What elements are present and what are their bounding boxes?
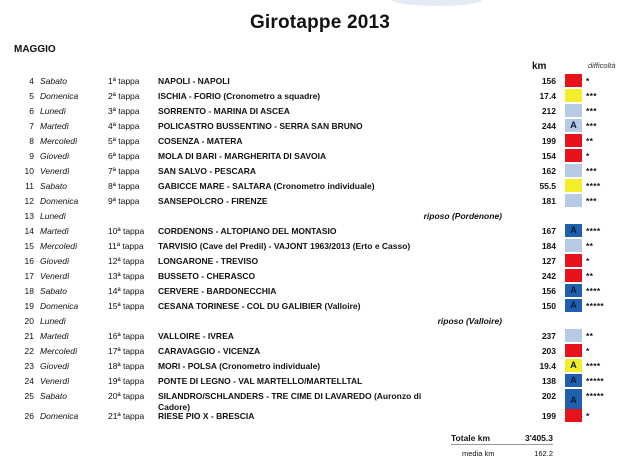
stage-type-marker: A bbox=[565, 359, 582, 372]
stage-row bbox=[0, 409, 640, 423]
stage-row bbox=[0, 149, 640, 163]
difficulty-stars: ***** bbox=[586, 301, 605, 311]
stage-number: 21ª tappa bbox=[108, 411, 145, 421]
stage-type-marker bbox=[565, 344, 582, 357]
stage-type-marker: A bbox=[565, 374, 582, 387]
stage-type-marker bbox=[565, 74, 582, 87]
stage-route: SAN SALVO - PESCARA bbox=[158, 166, 257, 176]
day-number: 13 bbox=[24, 211, 34, 221]
rest-day-row bbox=[0, 314, 640, 328]
day-number: 24 bbox=[24, 376, 34, 386]
stage-distance: 162 bbox=[541, 166, 556, 176]
stage-type-marker bbox=[565, 254, 582, 267]
difficulty-stars: *** bbox=[586, 106, 597, 116]
stage-row bbox=[0, 269, 640, 283]
stage-route: PONTE DI LEGNO - VAL MARTELLO/MARTELLTAL bbox=[158, 376, 363, 386]
day-of-week: Sabato bbox=[40, 181, 67, 191]
day-of-week: Sabato bbox=[40, 391, 67, 401]
stage-route: CORDENONS - ALTOPIANO DEL MONTASIO bbox=[158, 226, 337, 236]
difficulty-stars: ***** bbox=[586, 376, 605, 386]
day-of-week: Giovedì bbox=[40, 151, 70, 161]
day-of-week: Venerdì bbox=[40, 376, 70, 386]
stage-number: 8ª tappa bbox=[108, 181, 140, 191]
day-of-week: Venerdì bbox=[40, 271, 70, 281]
difficulty-stars: **** bbox=[586, 226, 601, 236]
stage-row bbox=[0, 239, 640, 253]
stage-distance: 19.4 bbox=[539, 361, 556, 371]
stage-row bbox=[0, 329, 640, 343]
stage-row bbox=[0, 104, 640, 118]
day-number: 11 bbox=[25, 181, 34, 191]
day-number: 20 bbox=[24, 316, 34, 326]
rest-day-row bbox=[0, 209, 640, 223]
stage-type-marker bbox=[565, 239, 582, 252]
stage-route: POLICASTRO BUSSENTINO - SERRA SAN BRUNO bbox=[158, 121, 363, 131]
stage-row bbox=[0, 374, 640, 388]
day-number: 6 bbox=[29, 106, 34, 116]
stage-route: MORI - POLSA (Cronometro individuale) bbox=[158, 361, 321, 371]
stage-number: 12ª tappa bbox=[108, 256, 145, 266]
day-of-week: Domenica bbox=[40, 91, 79, 101]
stage-distance: 167 bbox=[541, 226, 556, 236]
day-of-week: Venerdì bbox=[40, 166, 70, 176]
stage-route: MOLA DI BARI - MARGHERITA DI SAVOIA bbox=[158, 151, 327, 161]
stage-distance: 212 bbox=[541, 106, 556, 116]
difficulty-stars: ***** bbox=[586, 391, 605, 401]
day-number: 18 bbox=[24, 286, 34, 296]
difficulty-stars: ** bbox=[586, 136, 594, 146]
difficulty-stars: ** bbox=[586, 271, 594, 281]
stage-number: 10ª tappa bbox=[108, 226, 145, 236]
month-heading: MAGGIO bbox=[14, 44, 56, 55]
day-of-week: Martedì bbox=[40, 226, 69, 236]
difficulty-stars: *** bbox=[586, 121, 597, 131]
stage-type-marker bbox=[565, 194, 582, 207]
stage-number: 4ª tappa bbox=[108, 121, 140, 131]
day-of-week: Sabato bbox=[40, 286, 67, 296]
difficulty-column-header: difficoltà bbox=[588, 61, 616, 70]
stage-distance: 244 bbox=[541, 121, 556, 131]
stage-number: 15ª tappa bbox=[108, 301, 145, 311]
difficulty-stars: *** bbox=[586, 196, 597, 206]
stage-number: 20ª tappa bbox=[108, 391, 145, 401]
day-of-week: Domenica bbox=[40, 411, 79, 421]
stage-number: 14ª tappa bbox=[108, 286, 145, 296]
stage-distance: 181 bbox=[541, 196, 556, 206]
stage-route: BUSSETO - CHERASCO bbox=[158, 271, 256, 281]
stage-distance: 199 bbox=[541, 136, 556, 146]
stage-route: ISCHIA - FORIO (Cronometro a squadre) bbox=[158, 91, 321, 101]
difficulty-stars: **** bbox=[586, 286, 601, 296]
stage-number: 17ª tappa bbox=[108, 346, 145, 356]
stage-row bbox=[0, 89, 640, 103]
day-number: 21 bbox=[24, 331, 34, 341]
stage-type-marker bbox=[565, 104, 582, 117]
stage-distance: 55.5 bbox=[539, 181, 556, 191]
stage-number: 7ª tappa bbox=[108, 166, 140, 176]
stage-type-marker: A bbox=[565, 389, 582, 412]
difficulty-stars: *** bbox=[586, 91, 597, 101]
stage-distance: 202 bbox=[541, 391, 556, 401]
stage-row bbox=[0, 389, 640, 412]
stage-number: 3ª tappa bbox=[108, 106, 140, 116]
stage-distance: 17.4 bbox=[539, 91, 556, 101]
stage-distance: 203 bbox=[541, 346, 556, 356]
stage-row bbox=[0, 179, 640, 193]
day-number: 25 bbox=[24, 391, 34, 401]
stage-type-marker bbox=[565, 269, 582, 282]
stage-route: SORRENTO - MARINA DI ASCEA bbox=[158, 106, 290, 116]
stage-number: 13ª tappa bbox=[108, 271, 145, 281]
rest-day-label: riposo (Pordenone) bbox=[423, 211, 502, 221]
day-of-week: Giovedì bbox=[40, 361, 70, 371]
day-of-week: Mercoledì bbox=[40, 241, 78, 251]
rest-day-label: riposo (Valloire) bbox=[437, 316, 502, 326]
difficulty-stars: * bbox=[586, 76, 590, 86]
stage-row bbox=[0, 164, 640, 178]
difficulty-stars: **** bbox=[586, 181, 601, 191]
stage-row bbox=[0, 359, 640, 373]
day-of-week: Martedì bbox=[40, 121, 69, 131]
stage-number: 16ª tappa bbox=[108, 331, 145, 341]
stage-distance: 156 bbox=[541, 76, 556, 86]
stage-row bbox=[0, 344, 640, 358]
day-number: 26 bbox=[24, 411, 34, 421]
difficulty-stars: *** bbox=[586, 166, 597, 176]
stage-route-continued: Cadore) bbox=[158, 402, 191, 412]
stage-type-marker: A bbox=[565, 284, 582, 297]
day-number: 8 bbox=[29, 136, 34, 146]
stage-distance: 242 bbox=[541, 271, 556, 281]
stage-route: CESANA TORINESE - COL DU GALIBIER (Valloire) bbox=[158, 301, 361, 311]
stage-distance: 154 bbox=[541, 151, 556, 161]
stage-route: GABICCE MARE - SALTARA (Cronometro individuale) bbox=[158, 181, 375, 191]
stage-route: NAPOLI - NAPOLI bbox=[158, 76, 230, 86]
day-number: 4 bbox=[29, 76, 34, 86]
stage-route: CARAVAGGIO - VICENZA bbox=[158, 346, 261, 356]
day-of-week: Sabato bbox=[40, 76, 67, 86]
km-column-header: km bbox=[532, 61, 547, 72]
stage-route: CERVERE - BARDONECCHIA bbox=[158, 286, 277, 296]
stage-row bbox=[0, 224, 640, 238]
page-title: Girotappe 2013 bbox=[249, 12, 391, 33]
stage-type-marker bbox=[565, 164, 582, 177]
day-number: 16 bbox=[24, 256, 34, 266]
stage-row bbox=[0, 194, 640, 208]
stage-distance: 199 bbox=[541, 411, 556, 421]
day-of-week: Mercoledì bbox=[40, 346, 78, 356]
stage-row bbox=[0, 299, 640, 313]
stage-row bbox=[0, 74, 640, 88]
stage-route: TARVISIO (Cave del Predil) - VAJONT 1963/2013 (Erto e Casso) bbox=[158, 241, 411, 251]
day-of-week: Giovedì bbox=[40, 256, 70, 266]
stage-type-marker bbox=[565, 149, 582, 162]
total-value: 3'405.3 bbox=[524, 433, 553, 443]
stage-route: SANSEPOLCRO - FIRENZE bbox=[158, 196, 268, 206]
stage-number: 18ª tappa bbox=[108, 361, 145, 371]
day-number: 17 bbox=[24, 271, 34, 281]
stage-distance: 127 bbox=[541, 256, 556, 266]
stage-route: VALLOIRE - IVREA bbox=[158, 331, 234, 341]
day-of-week: Lunedì bbox=[40, 211, 66, 221]
difficulty-stars: **** bbox=[586, 361, 601, 371]
day-number: 12 bbox=[24, 196, 34, 206]
stage-row bbox=[0, 254, 640, 268]
total-divider bbox=[451, 444, 553, 445]
stage-number: 19ª tappa bbox=[108, 376, 145, 386]
stage-route: SILANDRO/SCHLANDERS - TRE CIME DI LAVAREDO (Auronzo di bbox=[158, 391, 422, 401]
day-number: 9 bbox=[29, 151, 34, 161]
stage-number: 5ª tappa bbox=[108, 136, 140, 146]
average-value: 162.2 bbox=[534, 449, 553, 458]
day-of-week: Lunedì bbox=[40, 106, 66, 116]
day-number: 22 bbox=[24, 346, 34, 356]
difficulty-stars: * bbox=[586, 151, 590, 161]
stage-number: 11ª tappa bbox=[108, 241, 144, 251]
day-number: 7 bbox=[29, 121, 34, 131]
stage-row bbox=[0, 119, 640, 133]
stage-row bbox=[0, 284, 640, 298]
stage-number: 2ª tappa bbox=[108, 91, 140, 101]
stage-distance: 138 bbox=[541, 376, 556, 386]
day-of-week: Martedì bbox=[40, 331, 69, 341]
day-of-week: Domenica bbox=[40, 196, 79, 206]
day-of-week: Domenica bbox=[40, 301, 79, 311]
stage-route: COSENZA - MATERA bbox=[158, 136, 243, 146]
day-number: 5 bbox=[29, 91, 34, 101]
stage-type-marker bbox=[565, 179, 582, 192]
difficulty-stars: * bbox=[586, 346, 590, 356]
day-number: 15 bbox=[24, 241, 34, 251]
day-of-week: Lunedì bbox=[40, 316, 66, 326]
stage-type-marker: A bbox=[565, 299, 582, 312]
day-of-week: Mercoledì bbox=[40, 136, 78, 146]
stage-type-marker bbox=[565, 134, 582, 147]
average-label: media km bbox=[462, 449, 495, 458]
header-decoration bbox=[392, 0, 482, 6]
difficulty-stars: * bbox=[586, 256, 590, 266]
stage-type-marker: A bbox=[565, 224, 582, 237]
stage-row bbox=[0, 134, 640, 148]
stage-route: RIESE PIO X - BRESCIA bbox=[158, 411, 255, 421]
stage-distance: 184 bbox=[541, 241, 556, 251]
stage-type-marker: A bbox=[565, 119, 582, 132]
stage-type-marker bbox=[565, 409, 582, 422]
difficulty-stars: * bbox=[586, 411, 590, 421]
total-label: Totale km bbox=[451, 433, 491, 443]
difficulty-stars: ** bbox=[586, 331, 594, 341]
stage-distance: 156 bbox=[541, 286, 556, 296]
stage-type-marker bbox=[565, 89, 582, 102]
stage-distance: 237 bbox=[541, 331, 556, 341]
difficulty-stars: ** bbox=[586, 241, 594, 251]
stage-number: 1ª tappa bbox=[108, 76, 140, 86]
stage-route: LONGARONE - TREVISO bbox=[158, 256, 259, 266]
stage-number: 9ª tappa bbox=[108, 196, 140, 206]
day-number: 10 bbox=[24, 166, 34, 176]
stage-distance: 150 bbox=[541, 301, 556, 311]
stage-type-marker bbox=[565, 329, 582, 342]
day-number: 14 bbox=[24, 226, 34, 236]
stage-number: 6ª tappa bbox=[108, 151, 140, 161]
day-number: 23 bbox=[24, 361, 34, 371]
day-number: 19 bbox=[24, 301, 34, 311]
